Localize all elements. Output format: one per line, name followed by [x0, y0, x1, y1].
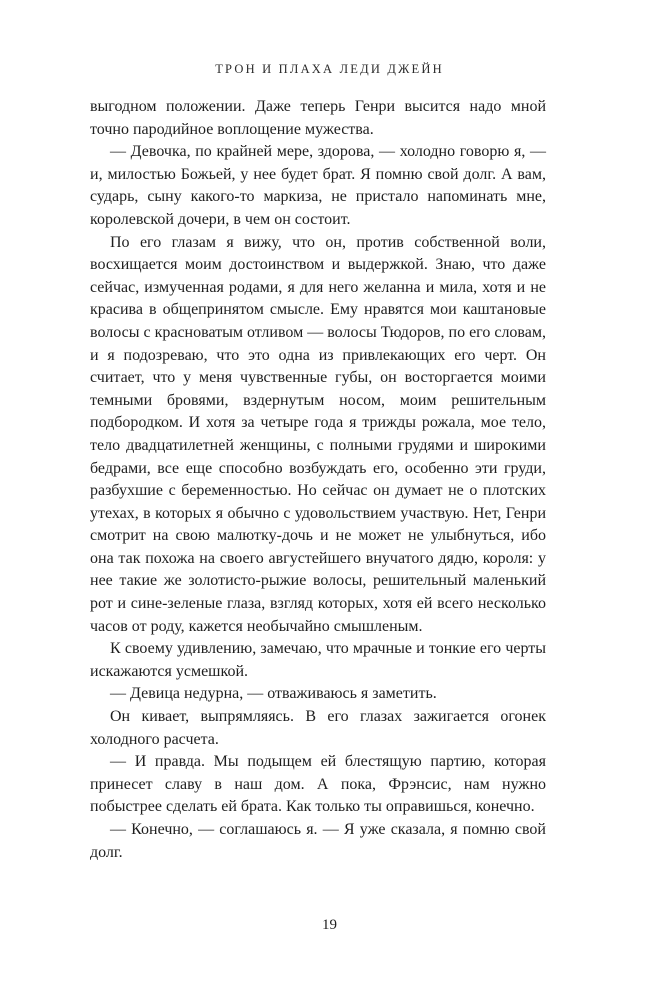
paragraph: — Конечно, — соглашаюсь я. — Я уже сказала, я помню свой долг. [90, 821, 546, 861]
paragraph: — И правда. Мы подыщем ей блестящую партию, которая принесет славу в наш дом. А пока, Фрэнсис, нам нужно побыстрее сделать ей брата. Как только ты оправишься, конечно. [90, 753, 546, 816]
page-number: 19 [322, 917, 337, 933]
paragraph: выгодном положении. Даже теперь Генри высится надо мной точно пародийное воплощение мужества. [90, 98, 546, 138]
paragraph: По его глазам я вижу, что он, против собственной воли, восхищается моим достоинством и выдержкой. Знаю, что даже сейчас, измученная родами, я для него желанна и мила, хотя и не красива в общепринятом смысле. Ему нравятся мои каштановые волосы с красноватым отливом — волосы Тюдоров, по его словам, и я подозреваю, что это одна из привлекающих его черт. Он считает, что у меня чувственные губы, он восторгается моими темными бровями, вздернутым носом, моим решительным подбородком. И хотя за четыре года я трижды рожала, мое тело, тело двадцатилетней женщины, с полными грудями и широкими бедрами, все еще способно возбуждать его, особенно эти груди, разбухшие с беременностью. Но сейчас он думает не о плотских утехах, в которых я обычно с удовольствием участвую. Нет, Генри смотрит на свою малютку-дочь и не может не улыбнуться, ибо она так похожа на своего августейшего внучатого дядю, короля: у нее такие же золотисто-рыжие волосы, решительный маленький рот и сине-зеленые глаза, взгляд которых, хотя ей всего несколько часов от роду, кажется необычайно смышленым. [90, 233, 546, 635]
paragraph: — Девочка, по крайней мере, здорова, — холодно говорю я, — и, милостью Божьей, у нее будет брат. Я помню свой долг. А вам, сударь, сыну какого-то маркиза, не пристало напоминать мне, королевской дочери, в чем он состоит. [90, 143, 546, 228]
running-title: ТРОН И ПЛАХА ЛЕДИ ДЖЕЙН [215, 62, 444, 76]
paragraph: Он кивает, выпрямляясь. В его глазах зажигается огонек холодного расчета. [90, 708, 546, 748]
body-text [90, 96, 546, 864]
paragraph: К своему удивлению, замечаю, что мрачные и тонкие его черты искажаются усмешкой. [90, 640, 546, 680]
paragraph: — Девица недурна, — отваживаюсь я заметить. [110, 685, 437, 703]
